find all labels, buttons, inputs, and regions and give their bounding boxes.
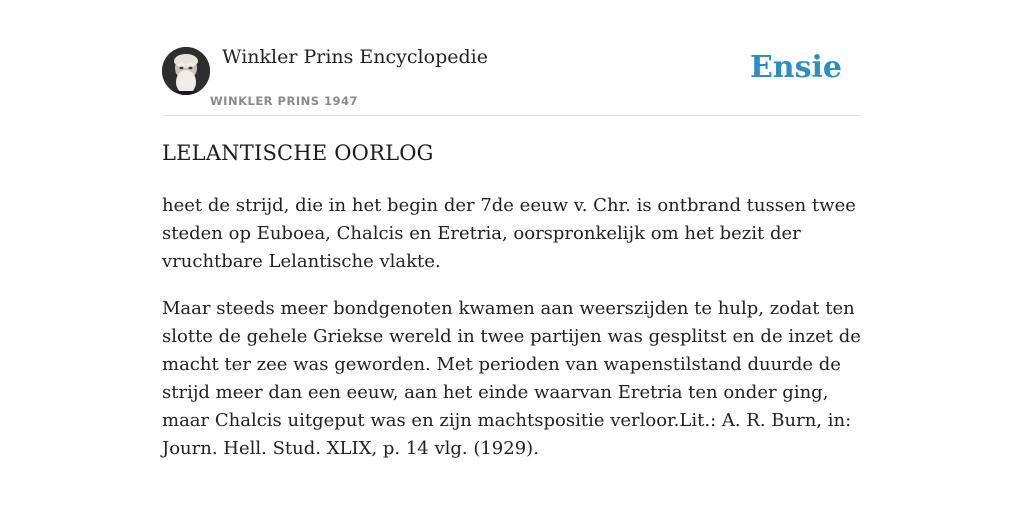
source-title[interactable]: Winkler Prins Encyclopedie <box>222 46 488 68</box>
article-paragraph: heet de strijd, die in het begin der 7de eeuw v. Chr. is ontbrand tussen twee steden op Euboea, Chalcis en Eretria, oorspronkelijk om het bezit der vruchtbare Lelantische vlakte. <box>162 195 856 272</box>
portrait-image <box>162 47 210 95</box>
article-paragraph: Maar steeds meer bondgenoten kwamen aan weerszijden te hulp, zodat ten slotte de gehele Griekse wereld in twee partijen was gesplitst en de inzet de macht ter zee was geworden. Met perioden van wapenstilstand duurde de strijd meer dan een eeuw, aan het einde waarvan Eretria ten onder ging, maar Chalcis uitgeput was en zijn machtspositie verloor.Lit.: A. R. Burn, in: Journ. Hell. Stud. XLIX, p. 14 vlg. (1929). <box>162 298 861 459</box>
header-divider <box>162 115 862 116</box>
brand-logo[interactable]: Ensie <box>749 50 842 85</box>
article-body <box>162 192 864 482</box>
article-headword: LELANTISCHE OORLOG <box>162 141 434 165</box>
author-portrait-avatar[interactable] <box>162 47 210 95</box>
edition-label[interactable]: WINKLER PRINS 1947 <box>210 94 359 108</box>
